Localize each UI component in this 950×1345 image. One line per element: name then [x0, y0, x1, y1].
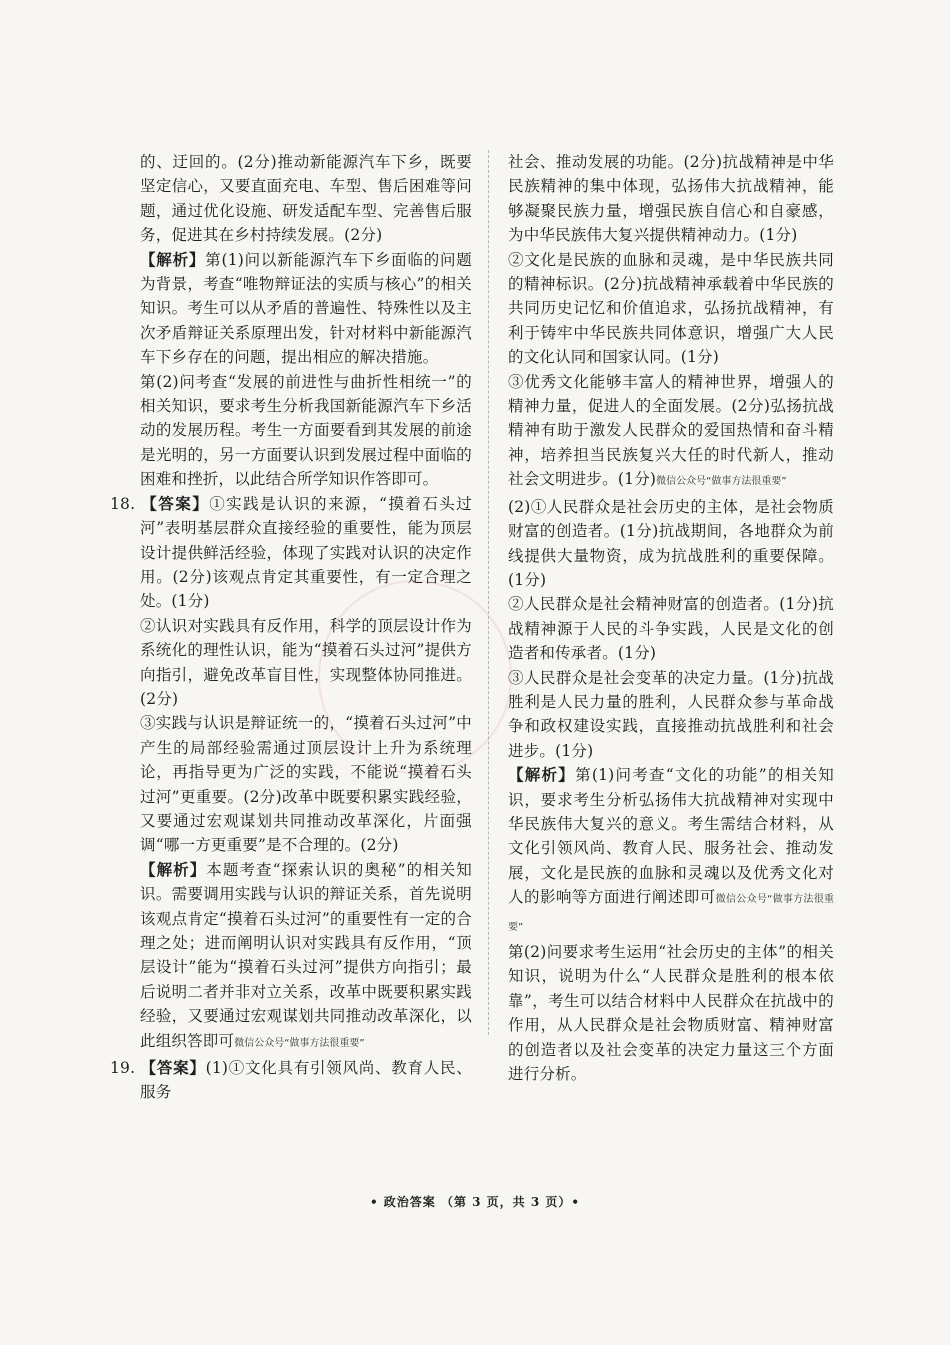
- question-19-part2-point2: ②人民群众是社会精神财富的创造者。(1分)抗战精神源于人民的斗争实践，人民是文化的创造者和传承者。(1分): [508, 595, 834, 663]
- question-18-analysis: 【解析】本题考查“探索认识的奥秘”的相关知识。需要调用实践与认识的辩证关系，首先说明该观点肯定“摸着石头过河”的重要性有一定的合理之处；进而阐明认识对实践具有反作用，“顶层设计”能为“摸着石头过河”提供方向指引；最后说明二者并非对立关系，改革中既要积累实践经验，又要通过宏观谋划共同推动改革深化，以此组织答即可微信公众号“做事方法很重要”: [140, 859, 472, 1050]
- watermark-text: 微信公众号“做事方法很重要”: [508, 894, 834, 933]
- watermark-text: 微信公众号“做事方法很重要”: [234, 1037, 365, 1049]
- answer-17-end: 的、迂回的。(2分)推动新能源汽车下乡，既要坚定信心，又要直面充电、车型、售后困难等问题，通过优化设施、研发适配车型、完善售后服务，促进其在乡村持续发展。(2分): [140, 153, 472, 245]
- question-18-point2: ②认识对实践具有反作用，科学的顶层设计作为系统化的理性认识，能为“摸着石头过河”提供方向指引，避免改革盲目性，实现整体协同推进。(2分): [140, 616, 472, 708]
- question-19-analysis-part1: 【解析】第(1)问考查“文化的功能”的相关知识，要求考生分析弘扬伟大抗战精神对实现中华民族伟大复兴的意义。考生需结合材料，从文化引领风尚、教育人民、服务社会、推动发展，文化是民族的血脉和灵魂以及优秀文化对人的影响等方面进行阐述即可微信公众号“做事方法很重要”: [508, 765, 834, 933]
- question-19-point3: ③优秀文化能够丰富人的精神世界，增强人的精神力量，促进人的全面发展。(2分)弘扬抗战精神有助于激发人民群众的爱国热情和奋斗精神，培养担当民族复兴大任的时代新人，推动社会文明进步。(1分)微信公众号“做事方法很重要”: [508, 372, 834, 489]
- question-18-answer: 18. 【答案】①实践是认识的来源，“摸着石头过河”表明基层群众直接经验的重要性，能为顶层设计提供鲜活经验，体现了实践对认识的决定作用。(2分)该观点肯定其重要性，有一定合理之处。(1分): [110, 493, 472, 611]
- watermark-text: 微信公众号“做事方法很重要”: [656, 476, 787, 488]
- question-19-analysis-part2: 第(2)问要求考生运用“社会历史的主体”的相关知识，说明为什么“人民群众是胜利的根本依靠”，考生可以结合材料中人民群众在抗战中的作用，从人民群众是社会物质财富、精神财富的创造者以及社会变革的决定力量这三个方面进行分析。: [508, 943, 834, 1084]
- question-19-point2: ②文化是民族的血脉和灵魂，是中华民族共同的精神标识。(2分)抗战精神承载着中华民族的共同历史记忆和价值追求，弘扬抗战精神，有利于铸牢中华民族共同体意识，增强广大人民的文化认同和国家认同。(1分): [508, 250, 834, 367]
- right-column: [508, 150, 834, 1086]
- question-19-point1-cont: 社会、推动发展的功能。(2分)抗战精神是中华民族精神的集中体现，弘扬伟大抗战精神，能够凝聚民族力量，增强民族自信心和自豪感，为中华民族伟大复兴提供精神动力。(1分): [508, 153, 834, 245]
- page-footer: • 政治答案 （第 3 页，共 3 页）•: [369, 1195, 581, 1209]
- analysis-17-part2: 第(2)问考查“发展的前进性与曲折性相统一”的相关知识，要求考生分析我国新能源汽车下乡活动的发展历程。考生一方面要看到其发展的前途是光明的，另一方面要认识到发展过程中面临的困难和挫折，以此结合所学知识作答即可。: [140, 372, 472, 489]
- question-19-part2-point3: ③人民群众是社会变革的决定力量。(1分)抗战胜利是人民力量的胜利，人民群众参与革命战争和政权建设实践，直接推动抗战胜利和社会进步。(1分): [508, 668, 834, 760]
- left-column: [110, 150, 472, 1105]
- question-18-point3: ③实践与认识是辩证统一的，“摸着石头过河”中产生的局部经验需通过顶层设计上升为系统理论，再指导更为广泛的实践，不能说“摸着石头过河”更重要。(2分)改革中既要积累实践经验，又要通过宏观谋划共同推动改革深化，片面强调“哪一方更重要”是不合理的。(2分): [140, 714, 472, 855]
- column-divider: [488, 150, 489, 1035]
- question-19-part2-point1: (2)①人民群众是社会历史的主体，是社会物质财富的创造者。(1分)抗战期间，各地群众为前线提供大量物资，成为抗战胜利的重要保障。(1分): [508, 497, 834, 589]
- analysis-17-part1: 【解析】第(1)问以新能源汽车下乡面临的问题为背景，考查“唯物辩证法的实质与核心”的相关知识。考生可以从矛盾的普遍性、特殊性以及主次矛盾辩证关系原理出发，针对材料中新能源汽车下乡存在的问题，提出相应的解决措施。: [140, 249, 472, 367]
- question-19-answer-start: 19. 【答案】(1)①文化具有引领风尚、教育人民、服务: [110, 1058, 472, 1102]
